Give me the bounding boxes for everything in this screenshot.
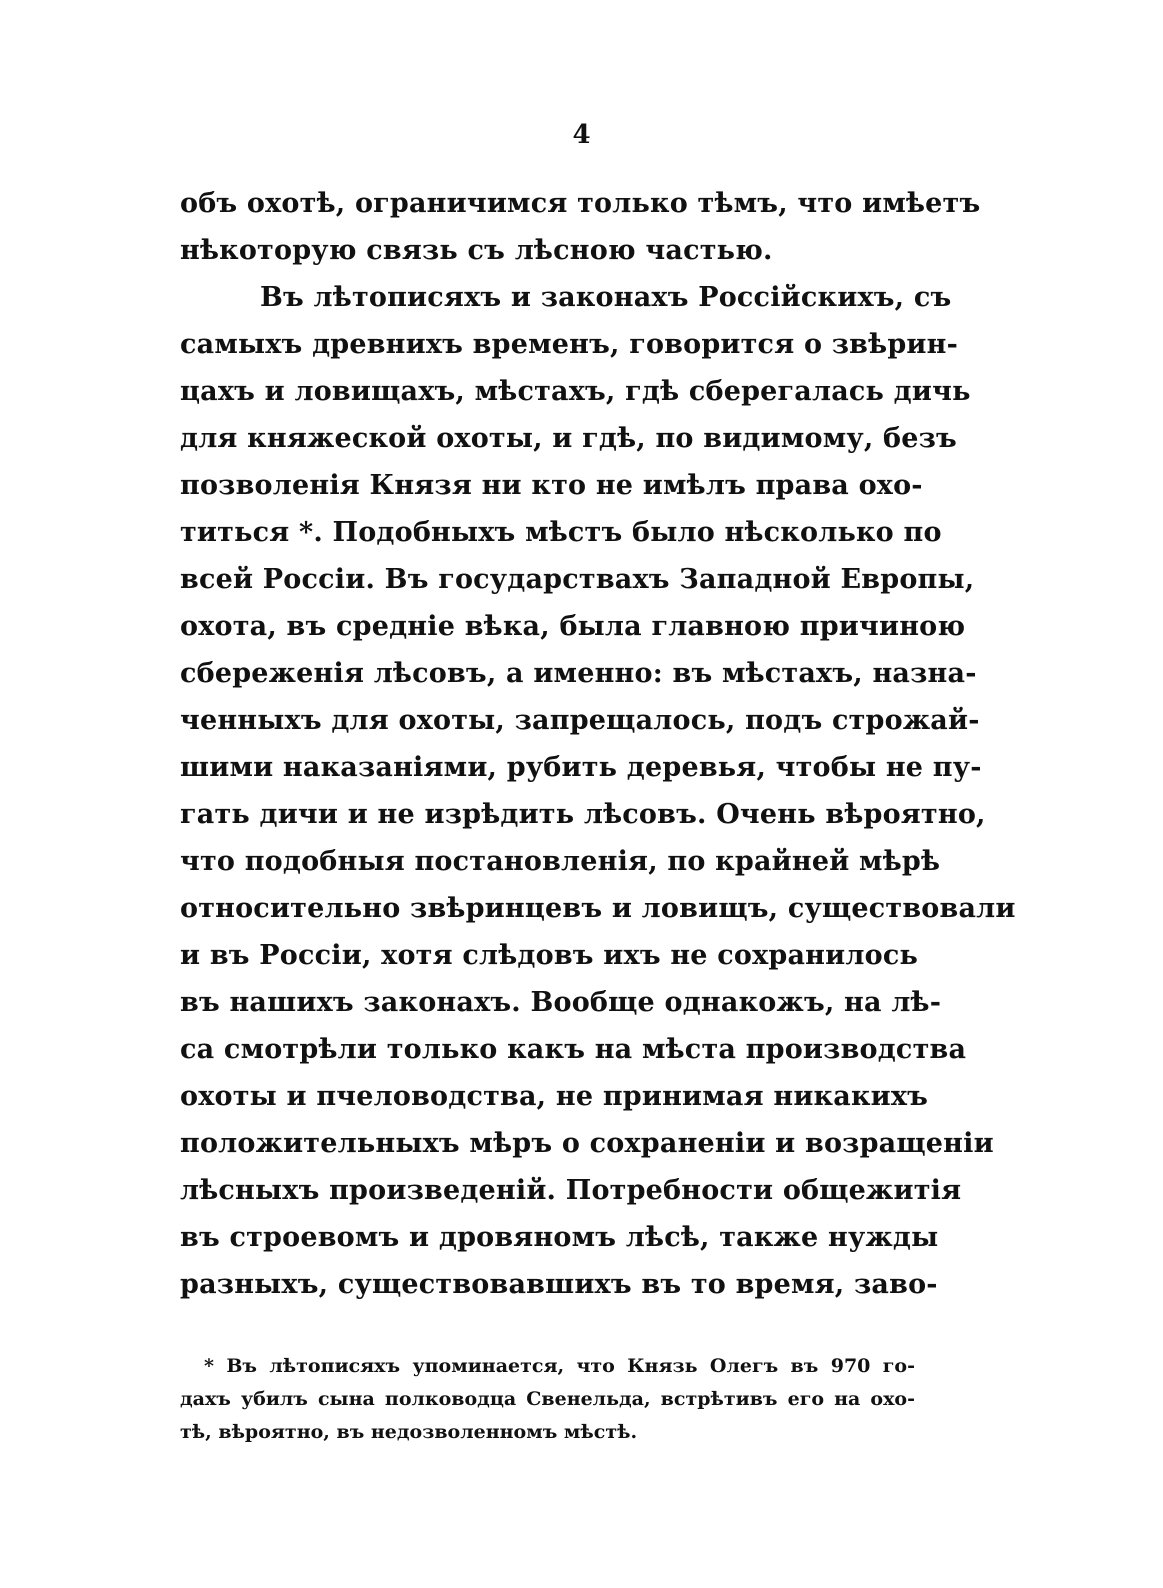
text-line: разныхъ, существовавшихъ въ то время, заво-: [180, 1269, 938, 1300]
page-number: 4: [572, 120, 591, 150]
text-line: цахъ и ловищахъ, мѣстахъ, гдѣ сберегалась дичь: [180, 376, 971, 407]
text-line: охота, въ средніе вѣка, была главною причиною: [180, 611, 966, 642]
text-line: нѣкоторую связь съ лѣсною частью.: [180, 235, 773, 266]
text-line: и въ Россіи, хотя слѣдовъ ихъ не сохранилось: [180, 940, 918, 971]
text-line: въ строевомъ и дровяномъ лѣсѣ, также нужды: [180, 1222, 939, 1253]
text-line: гать дичи и не изрѣдить лѣсовъ. Очень вѣроятно,: [180, 799, 986, 830]
text-line: относительно звѣринцевъ и ловищъ, существовали: [180, 893, 1016, 924]
text-line: всей Россіи. Въ государствахъ Западной Европы,: [180, 564, 975, 595]
footnote: [180, 1350, 915, 1449]
text-line: са смотрѣли только какъ на мѣста производства: [180, 1034, 967, 1065]
text-line: самыхъ древнихъ временъ, говорится о звѣрин-: [180, 329, 958, 360]
text-line: лѣсныхъ произведеній. Потребности общежитія: [180, 1175, 962, 1206]
text-line: для княжеской охоты, и гдѣ, по видимому, безъ: [180, 423, 957, 454]
body-text: [180, 180, 1016, 1308]
text-line: Въ лѣтописяхъ и законахъ Россійскихъ, съ: [260, 282, 952, 313]
text-line: положительныхъ мѣръ о сохраненіи и возращеніи: [180, 1128, 994, 1159]
footnote-line: * Въ лѣтописяхъ упоминается, что Князь Олегъ въ 970 го-: [204, 1355, 915, 1377]
text-line: охоты и пчеловодства, не принимая никакихъ: [180, 1081, 929, 1112]
text-line: титься *. Подобныхъ мѣстъ было нѣсколько по: [180, 517, 942, 548]
text-line: въ нашихъ законахъ. Вообще однакожъ, на лѣ-: [180, 987, 942, 1018]
text-line: позволенія Князя ни кто не имѣлъ права охо-: [180, 470, 923, 501]
footnote-line: тѣ, вѣроятно, въ недозволенномъ мѣстѣ.: [180, 1421, 638, 1443]
text-line: ченныхъ для охоты, запрещалось, подъ строжай-: [180, 705, 980, 736]
footnote-line: дахъ убилъ сына полководца Свенельда, встрѣтивъ его на охо-: [180, 1388, 915, 1410]
text-line: шими наказаніями, рубить деревья, чтобы не пу-: [180, 752, 982, 783]
text-line: сбереженія лѣсовъ, а именно: въ мѣстахъ, назна-: [180, 658, 977, 689]
text-line: объ охотѣ, ограничимся только тѣмъ, что имѣетъ: [180, 188, 981, 219]
text-line: что подобныя постановленія, по крайней мѣрѣ: [180, 846, 941, 877]
